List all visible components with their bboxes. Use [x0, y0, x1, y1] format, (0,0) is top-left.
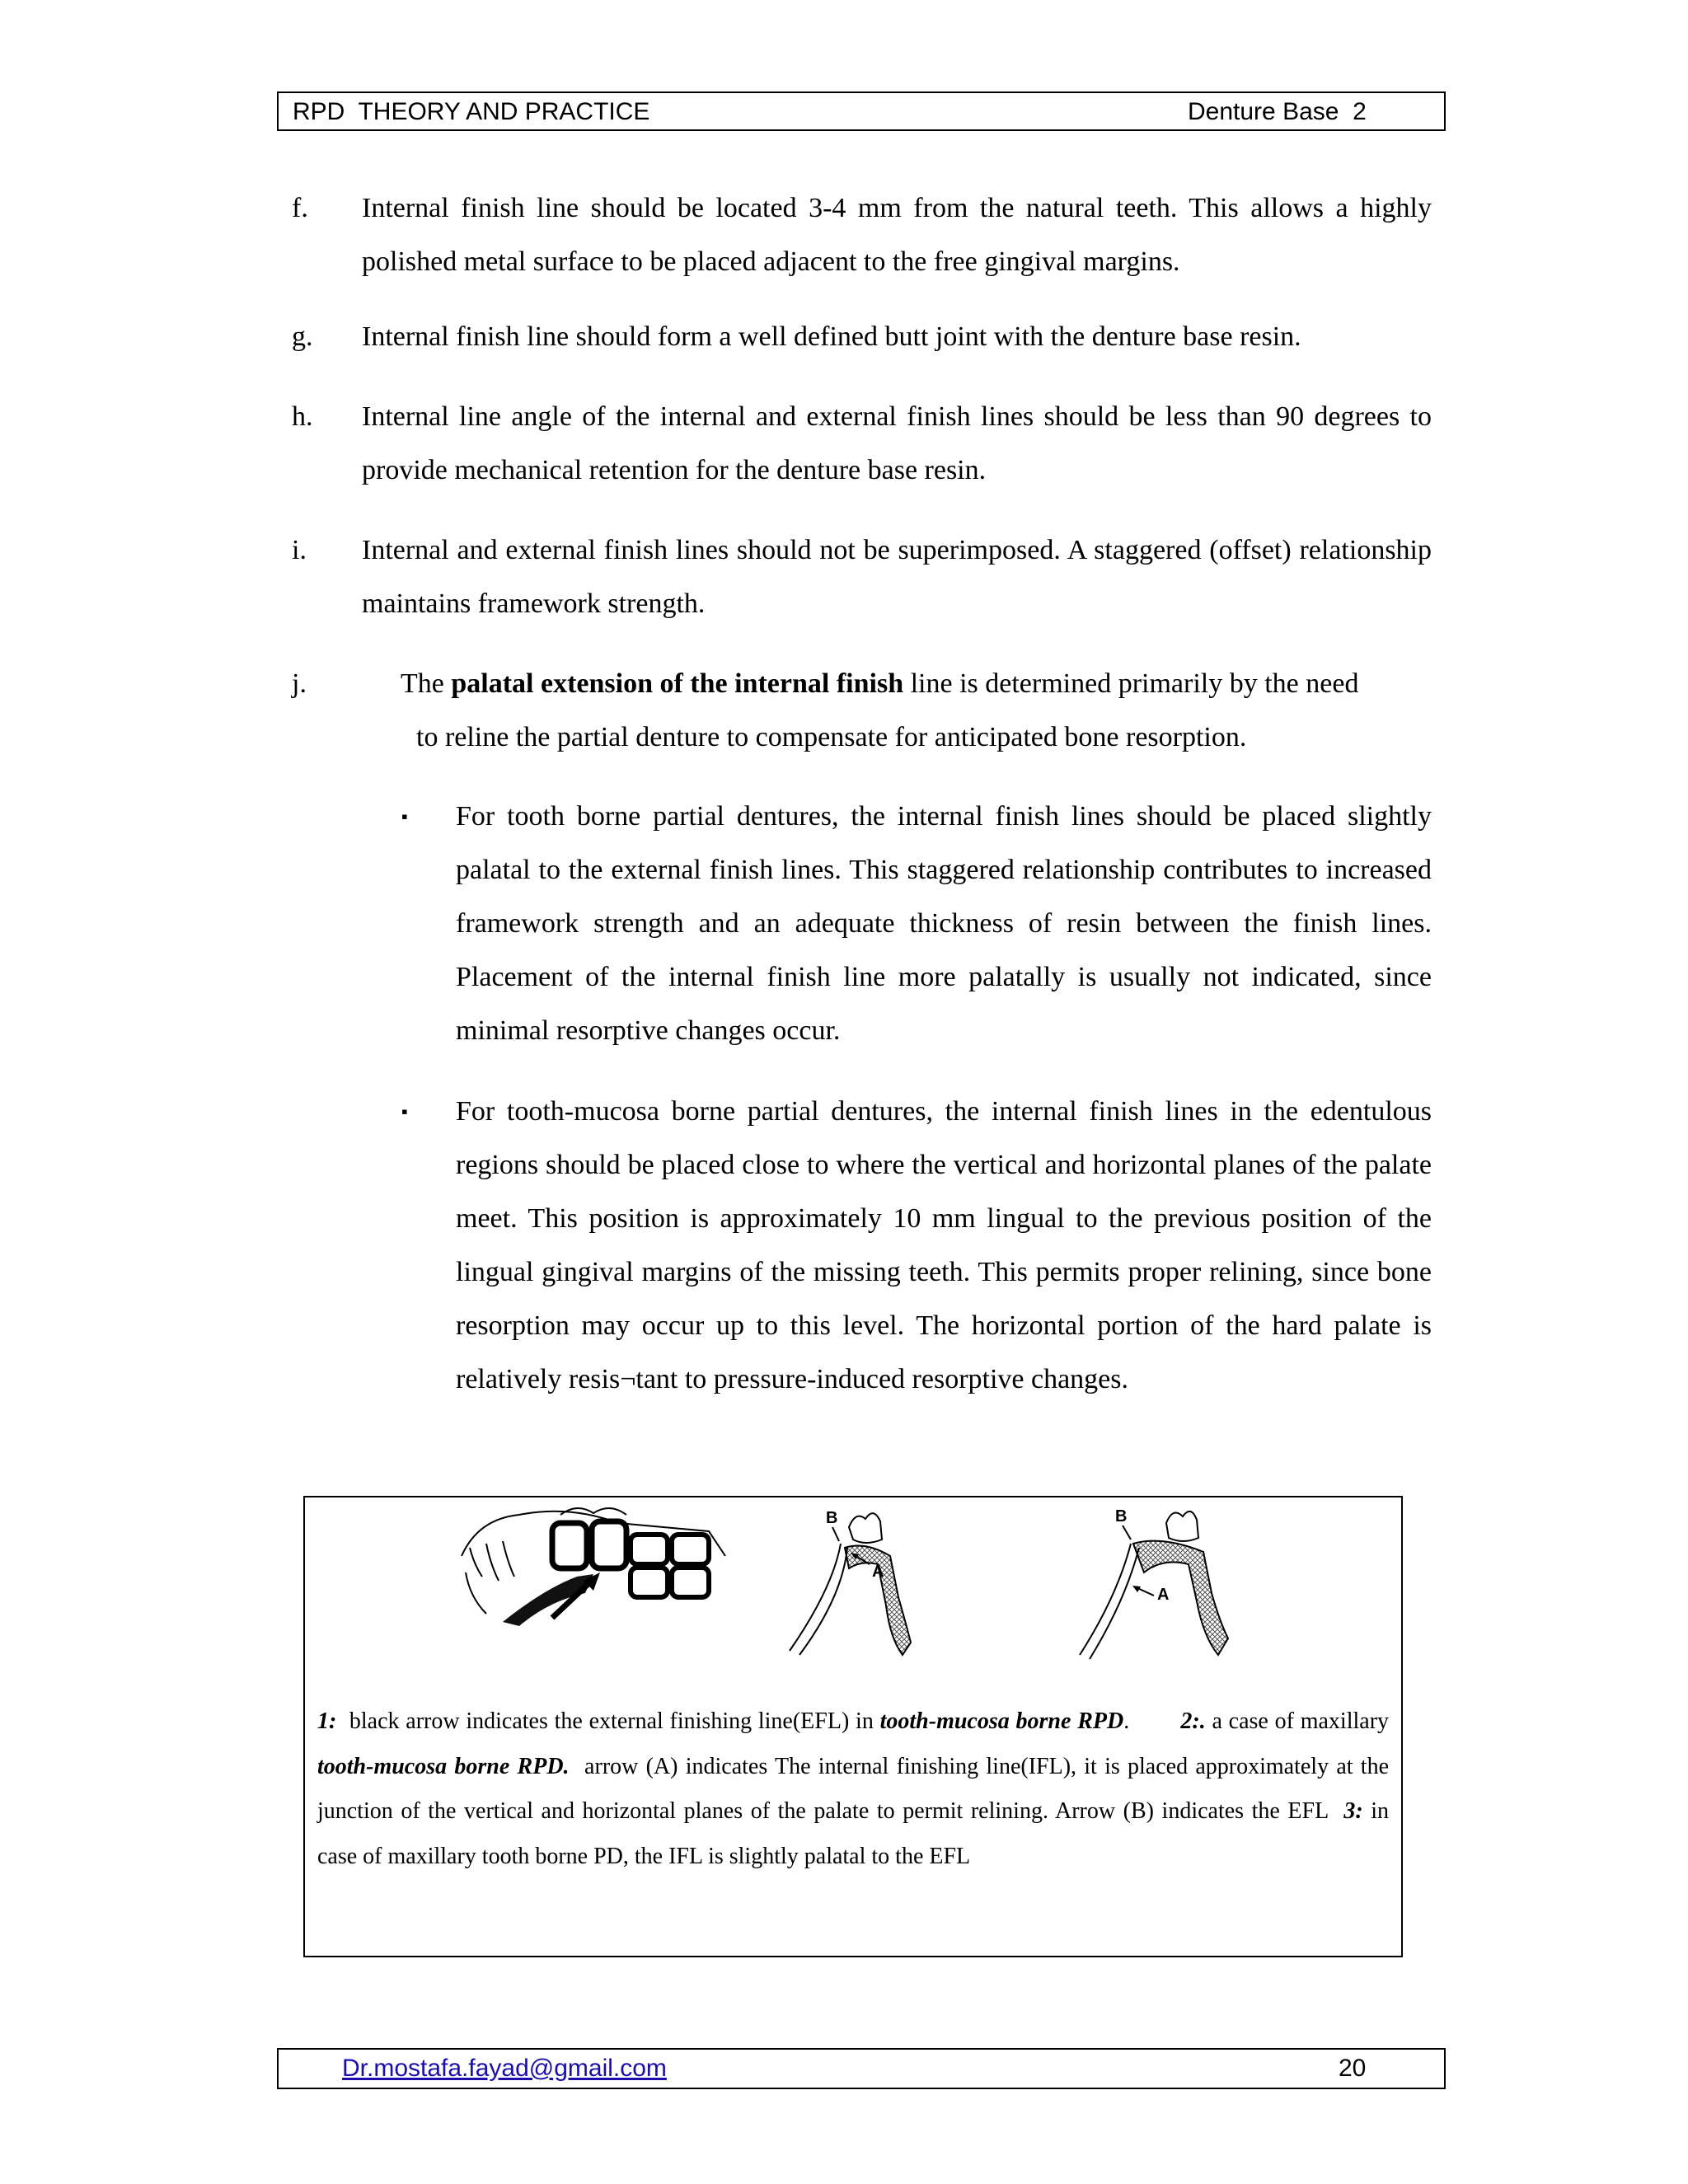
- figure-caption: [317, 1699, 1395, 1879]
- list-item: [292, 657, 1432, 764]
- list-marker: g.: [292, 321, 313, 352]
- palatal-section-diagram-3: [1071, 1498, 1269, 1663]
- list-marker: h.: [292, 401, 313, 432]
- list-item-text: Internal and external finish lines should not be superimposed. A staggered (offset) relationship maintains framework strength.: [362, 535, 1432, 619]
- text-line2: to reline the partial denture to compensate for anticipated bone resorption.: [416, 722, 1247, 752]
- list-item-text: Internal line angle of the internal and external finish lines should be less than 90 degrees to provide mechanical retention for the denture base resin.: [362, 401, 1432, 485]
- bullet-text: For tooth borne partial dentures, the internal finish lines should be placed slightly palatal to the external finish lines. This staggered relationship contributes to increased framework strength and an adequate thickness of resin between the finish lines. Placement of the internal finish line more palatally is usually not indicated, since minimal resorptive changes occur.: [456, 801, 1432, 1046]
- bullet-item: [401, 1085, 1432, 1406]
- caption-text: a case of maxillary: [1205, 1708, 1390, 1734]
- list-item-text: Internal finish line should form a well defined butt joint with the denture base resin.: [362, 321, 1301, 352]
- caption-emphasis: tooth-mucosa borne RPD: [879, 1708, 1124, 1734]
- caption-text: black arrow indicates the external finishing line(EFL) in: [336, 1708, 880, 1734]
- label-b: B: [1115, 1507, 1128, 1526]
- list-marker: i.: [292, 535, 307, 565]
- text-suffix: line is determined primarily by the need: [903, 668, 1359, 699]
- bullet-icon: ▪: [401, 1101, 408, 1122]
- caption-emphasis: tooth-mucosa borne RPD.: [317, 1753, 570, 1779]
- caption-number: 1:: [317, 1708, 337, 1734]
- label-a: A: [872, 1563, 884, 1581]
- page-header: [277, 91, 1446, 131]
- caption-text: in case of maxillary tooth borne PD, the IFL is slightly palatal to the EFL: [317, 1798, 1389, 1869]
- email-link[interactable]: Dr.mostafa.fayad@gmail.com: [342, 2055, 667, 2082]
- list-item: [292, 181, 1432, 288]
- header-title: RPD THEORY AND PRACTICE: [293, 98, 650, 125]
- palatal-section-diagram-2: [783, 1498, 964, 1663]
- list-marker: f.: [292, 193, 308, 223]
- denture-framework-illustration: [453, 1498, 734, 1638]
- label-b: B: [826, 1509, 838, 1527]
- header-section: Denture Base 2: [1188, 98, 1367, 125]
- list-item: [292, 523, 1432, 630]
- list-item-text: [292, 657, 1432, 764]
- text-prefix: The: [401, 668, 452, 699]
- label-a: A: [1157, 1586, 1170, 1604]
- list-item-text: Internal finish line should be located 3-4 mm from the natural teeth. This allows a highly polished metal surface to be placed adjacent to the free gingival margins.: [362, 193, 1432, 277]
- list-marker: j.: [292, 668, 307, 699]
- list-item: [292, 310, 1432, 363]
- list-item: [292, 390, 1432, 497]
- bullet-icon: ▪: [401, 806, 408, 827]
- page-footer: [277, 2048, 1446, 2089]
- caption-number: 2:.: [1180, 1708, 1206, 1734]
- page-number: 20: [1339, 2055, 1367, 2082]
- caption-number: 3:: [1343, 1798, 1363, 1824]
- emphasis-text: palatal extension of the internal finish: [451, 668, 904, 699]
- caption-text: .: [1123, 1708, 1181, 1734]
- bullet-item: [401, 790, 1432, 1057]
- caption-text: arrow (A) indicates The internal finishing line(IFL), it is placed approximately at the junction of the vertical and horizontal planes of the palate to permit relining. Arrow (B) indicates the EFL: [317, 1753, 1395, 1824]
- bullet-text: For tooth-mucosa borne partial dentures, the internal finish lines in the edentulous regions should be placed close to where the vertical and horizontal planes of the palate meet. This position is approximately 10 mm lingual to the previous position of the lingual gingival margins of the missing teeth. This permits proper relining, since bone resorption may occur up to this level. The horizontal portion of the hard palate is relatively resis¬tant to pressure-induced resorptive changes.: [456, 1096, 1432, 1394]
